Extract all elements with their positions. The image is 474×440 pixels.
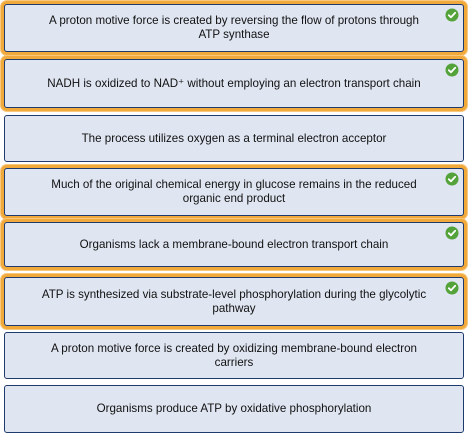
answer-option-text: A proton motive force is created by oxidizing membrane-bound electron carriers [50, 341, 418, 369]
answer-option-text: The process utilizes oxygen as a terminal electron acceptor [81, 131, 387, 145]
answer-option[interactable] [4, 277, 464, 326]
checkmark-circle-icon [445, 8, 459, 22]
checkmark-circle-icon [445, 63, 459, 77]
answer-option[interactable] [4, 385, 464, 433]
answer-option-text: Organisms produce ATP by oxidative phosphorylation [96, 402, 372, 415]
answer-option-text: ATP is synthesized via substrate-level phosphorylation during the glycolytic pathway [41, 287, 427, 315]
checkmark-circle-icon [445, 172, 459, 186]
answer-option[interactable] [4, 4, 464, 52]
answer-option-text: A proton motive force is created by reversing the flow of protons through ATP synthase [49, 14, 419, 41]
answer-option[interactable] [4, 59, 464, 108]
answer-option-text: NADH is oxidized to NAD⁺ without employing an electron transport chain [47, 76, 421, 90]
answer-option[interactable] [4, 332, 464, 379]
answer-option[interactable] [4, 168, 464, 216]
answer-option[interactable] [4, 115, 464, 162]
checkmark-circle-icon [445, 226, 459, 240]
answer-option[interactable] [4, 222, 464, 267]
checkmark-circle-icon [445, 281, 459, 295]
answer-option-text: Organisms lack a membrane-bound electron transport chain [79, 237, 389, 251]
answer-option-text: Much of the original chemical energy in glucose remains in the reduced organic end product [51, 178, 417, 205]
